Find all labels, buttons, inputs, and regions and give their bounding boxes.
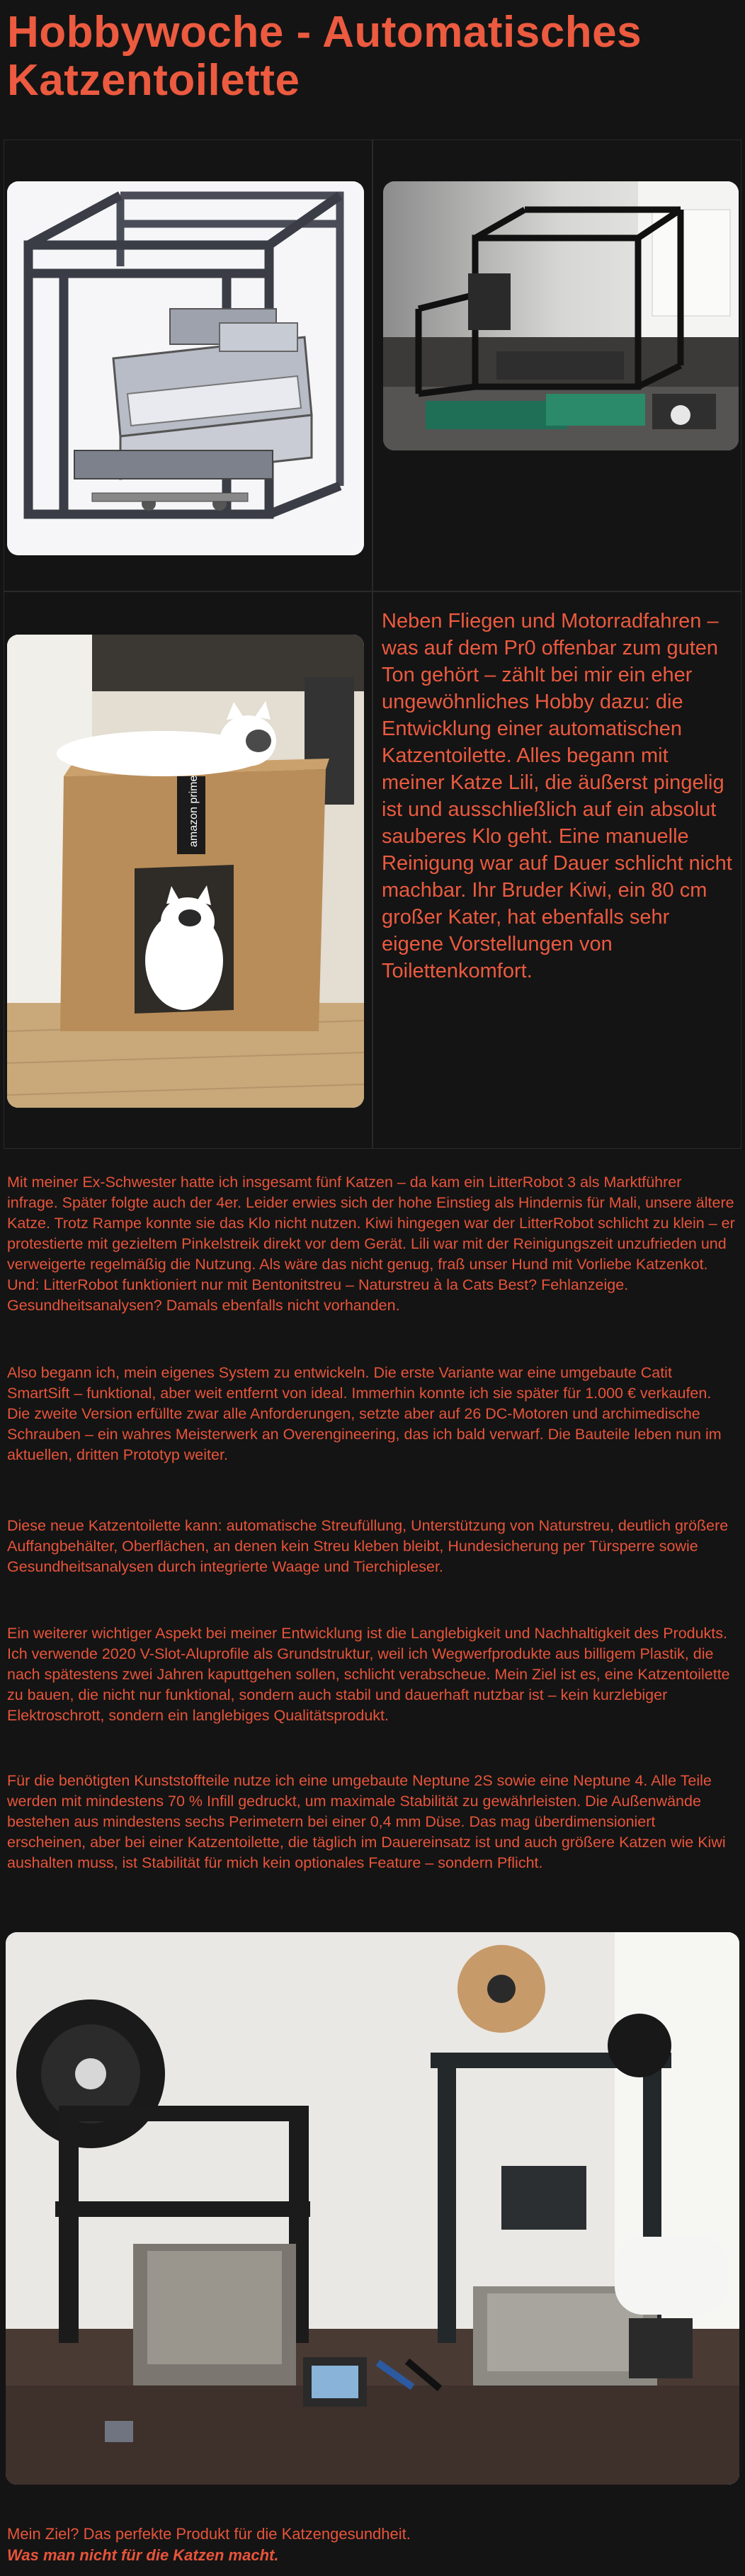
paragraph-1: Mit meiner Ex-Schwester hatte ich insgesamt fünf Katzen – da kam ein LitterRobot 3 als Marktführer infrage. Später folgte auch der 4er. Leider erwies sich der hohe Einstieg als Hindernis für Mali, unsere ältere Katze. Trotz Rampe konnte sie das Klo nicht nutzen. Kiwi hingegen war der LitterRobot schlicht zu klein – er protestierte mit gezieltem Pinkelstreik direkt vor dem Gerät. Lili war mit der Reinigungszeit unzufrieden und verweigerte regelmäßig die Nutzung. Als wäre das nicht genug, fraß unser Hund mit Vorliebe Katzenkot. Und: LitterRobot funktioniert nur mit Bentonitstreu – Naturstreu à la Cats Best? Fehlanzeige. Gesundheitsanalysen? Damals ebenfalls nicht vorhanden. (7, 1174, 735, 1314)
grid-cell-frame-photo (372, 140, 741, 591)
paragraph-4: Ein weiterer wichtiger Aspekt bei meiner Entwicklung ist die Langlebigkeit und Nachhaltigkeit des Produkts. Ich verwende 2020 V-Slot-Aluprofile als Grundstruktur, weil ich Wegwerfprodukte aus billigem Plastik, die nach spätestens zwei Jahren kaputtgehen sollen, schlicht verabscheue. Mein Ziel ist es, eine Katzentoilette zu bauen, die nicht nur funktional, sondern auch stabil und dauerhaft nutzbar ist – kein kurzlebiger Elektroschrott, sondern ein langlebiges Qualitätsprodukt. (7, 1625, 730, 1724)
box-print-text: amazon prime (188, 775, 200, 847)
grid-cell-cad (4, 140, 372, 591)
cats-in-box-photo (7, 635, 364, 1108)
paragraph-2: Also begann ich, mein eigenes System zu entwickeln. Die erste Variante war eine umgebaute Catit SmartSift – funktional, aber weit entfernt von ideal. Immerhin konnte ich sie später für 1.000 € verkaufen. Die zweite Version erfüllte zwar alle Anforderungen, setzte aber auf 26 DC-Motoren und archimedische Schrauben – ein wahres Meisterwerk an Overengineering, das ich bald verwarf. Die Bauteile leben nun im aktuellen, dritten Prototyp weiter. (7, 1364, 722, 1463)
grid-cell-intro (372, 591, 741, 1149)
paragraph-3: Diese neue Katzentoilette kann: automatische Streufüllung, Unterstützung von Naturstreu, deutlich größere Auffangbehälter, Oberflächen, an denen kein Streu kleben bleibt, Hundesicherung per Türsperre sowie Gesundheitsanalysen durch integrierte Waage und Tierchipleser. (7, 1517, 729, 1575)
page-title: Hobbywoche - Automatisches Katzentoilette (7, 8, 642, 105)
paragraph-5: Für die benötigten Kunststoffteile nutze ich eine umgebaute Neptune 2S sowie eine Neptune 4. Alle Teile werden mit mindestens 70 % Infill gedruckt, um maximale Stabilität zu gewährleisten. Die Außenwände bestehen aus mindestens sechs Perimetern bei einer 0,4 mm Düse. Das mag überdimensioniert erscheinen, aber bei einer Katzentoilette, die täglich im Dauereinsatz ist und auch größere Katzen wie Kiwi aushalten muss, ist Stabilität für mich kein optionales Feature – sondern Pflicht. (7, 1772, 726, 1871)
cad-render-image (7, 181, 364, 555)
printers-photo (6, 1932, 739, 2485)
frame-prototype-photo (383, 181, 739, 450)
footer-closing-line: Was man nicht für die Katzen macht. (7, 2546, 279, 2564)
grid-cell-cat-photo (4, 591, 372, 1149)
footer-goal-line: Mein Ziel? Das perfekte Produkt für die Katzengesundheit. (7, 2525, 411, 2543)
image-grid (4, 140, 741, 1149)
intro-paragraph: Neben Fliegen und Motorradfahren – was auf dem Pr0 offenbar zum guten Ton gehört – zählt bei mir ein eher ungewöhnliches Hobby dazu: die Entwicklung einer automatischen Katzentoilette. Alles begann mit meiner Katze Lili, die äußerst pingelig ist und ausschließlich auf ein absolut sauberes Klo geht. Eine manuelle Reinigung war auf Dauer schlicht nicht machbar. Ihr Bruder Kiwi, ein 80 cm großer Kater, hat ebenfalls sehr eigene Vorstellungen von Toilettenkomfort. (382, 610, 732, 982)
